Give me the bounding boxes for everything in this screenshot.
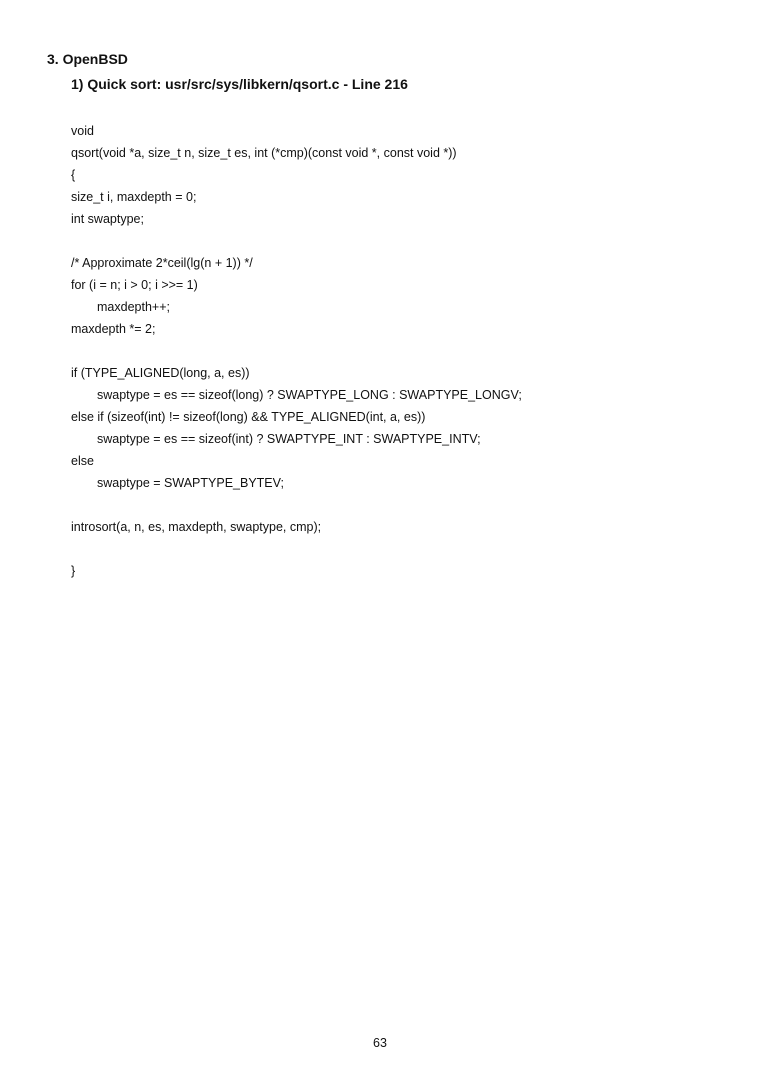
code-line-blank bbox=[71, 340, 731, 362]
code-line: else if (sizeof(int) != sizeof(long) && TYPE_ALIGNED(int, a, es)) bbox=[71, 410, 426, 424]
code-line: { bbox=[71, 168, 76, 182]
code-line: if (TYPE_ALIGNED(long, a, es)) bbox=[71, 366, 250, 380]
page-number: 63 bbox=[373, 1036, 387, 1050]
section-heading: 3. OpenBSD bbox=[47, 51, 128, 67]
code-line-blank bbox=[71, 230, 731, 252]
code-line: introsort(a, n, es, maxdepth, swaptype, cmp); bbox=[71, 520, 322, 534]
code-line: maxdepth++; bbox=[97, 300, 170, 314]
code-line: void bbox=[71, 124, 94, 138]
code-line: else bbox=[71, 454, 94, 468]
code-line: swaptype = es == sizeof(int) ? SWAPTYPE_INT : SWAPTYPE_INTV; bbox=[97, 432, 481, 446]
code-line: } bbox=[71, 564, 76, 578]
code-line-blank bbox=[71, 494, 731, 516]
code-line: swaptype = SWAPTYPE_BYTEV; bbox=[97, 476, 284, 490]
code-line: /* Approximate 2*ceil(lg(n + 1)) */ bbox=[71, 256, 253, 270]
code-line: for (i = n; i > 0; i >>= 1) bbox=[71, 278, 198, 292]
code-line: maxdepth *= 2; bbox=[71, 322, 156, 336]
subsection-heading: 1) Quick sort: usr/src/sys/libkern/qsort.c - Line 216 bbox=[71, 76, 408, 92]
code-line: qsort(void *a, size_t n, size_t es, int (*cmp)(const void *, const void *)) bbox=[71, 146, 457, 160]
code-line: int swaptype; bbox=[71, 212, 144, 226]
code-line: swaptype = es == sizeof(long) ? SWAPTYPE_LONG : SWAPTYPE_LONGV; bbox=[97, 388, 522, 402]
code-listing bbox=[71, 120, 731, 582]
code-line: size_t i, maxdepth = 0; bbox=[71, 190, 197, 204]
code-line-blank bbox=[71, 538, 731, 560]
